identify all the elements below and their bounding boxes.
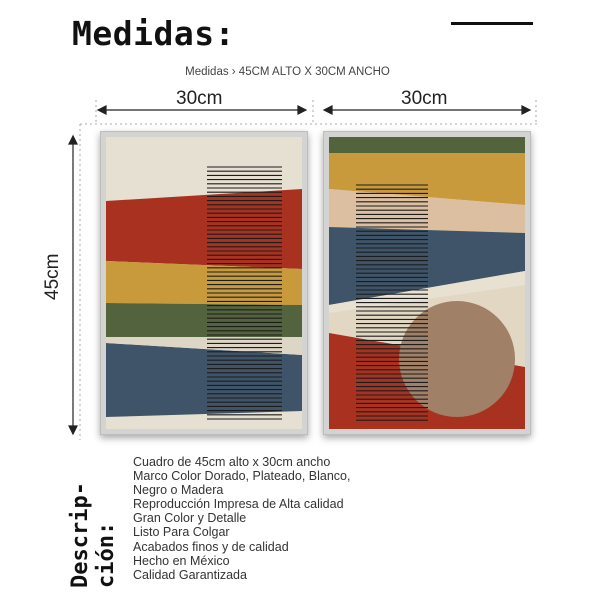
- description-item: Listo Para Colgar: [133, 525, 230, 540]
- description-item: Acabados finos y de calidad: [133, 539, 289, 554]
- description-item: Cuadro de 45cm alto x 30cm ancho: [133, 455, 331, 469]
- artwork-right-frame: [323, 131, 531, 435]
- description-item: Calidad Garantizada: [133, 567, 247, 582]
- height-label: 45cm: [42, 253, 63, 300]
- description-title-line2: ción:: [94, 521, 119, 588]
- page-title: Medidas:: [72, 14, 235, 53]
- artwork-left: [106, 137, 302, 429]
- description-list: [133, 455, 350, 582]
- description-item: Negro o Madera: [133, 483, 224, 498]
- width-label-left: 30cm: [176, 88, 223, 109]
- description-item: Marco Color Dorado, Plateado, Blanco,: [133, 469, 351, 484]
- description-item: Hecho en México: [133, 553, 230, 568]
- description-item: Reproducción Impresa de Alta calidad: [133, 497, 344, 512]
- description-heading: [60, 460, 130, 588]
- width-label-right: 30cm: [401, 88, 448, 109]
- artwork-left-frame: [100, 131, 308, 435]
- description-item: Gran Color y Detalle: [133, 511, 247, 526]
- description-title-line1: Descrip-: [68, 482, 93, 588]
- breadcrumb: Medidas › 45CM ALTO X 30CM ANCHO: [185, 66, 390, 78]
- artwork-right: [329, 137, 525, 429]
- decorative-rule: [451, 22, 533, 25]
